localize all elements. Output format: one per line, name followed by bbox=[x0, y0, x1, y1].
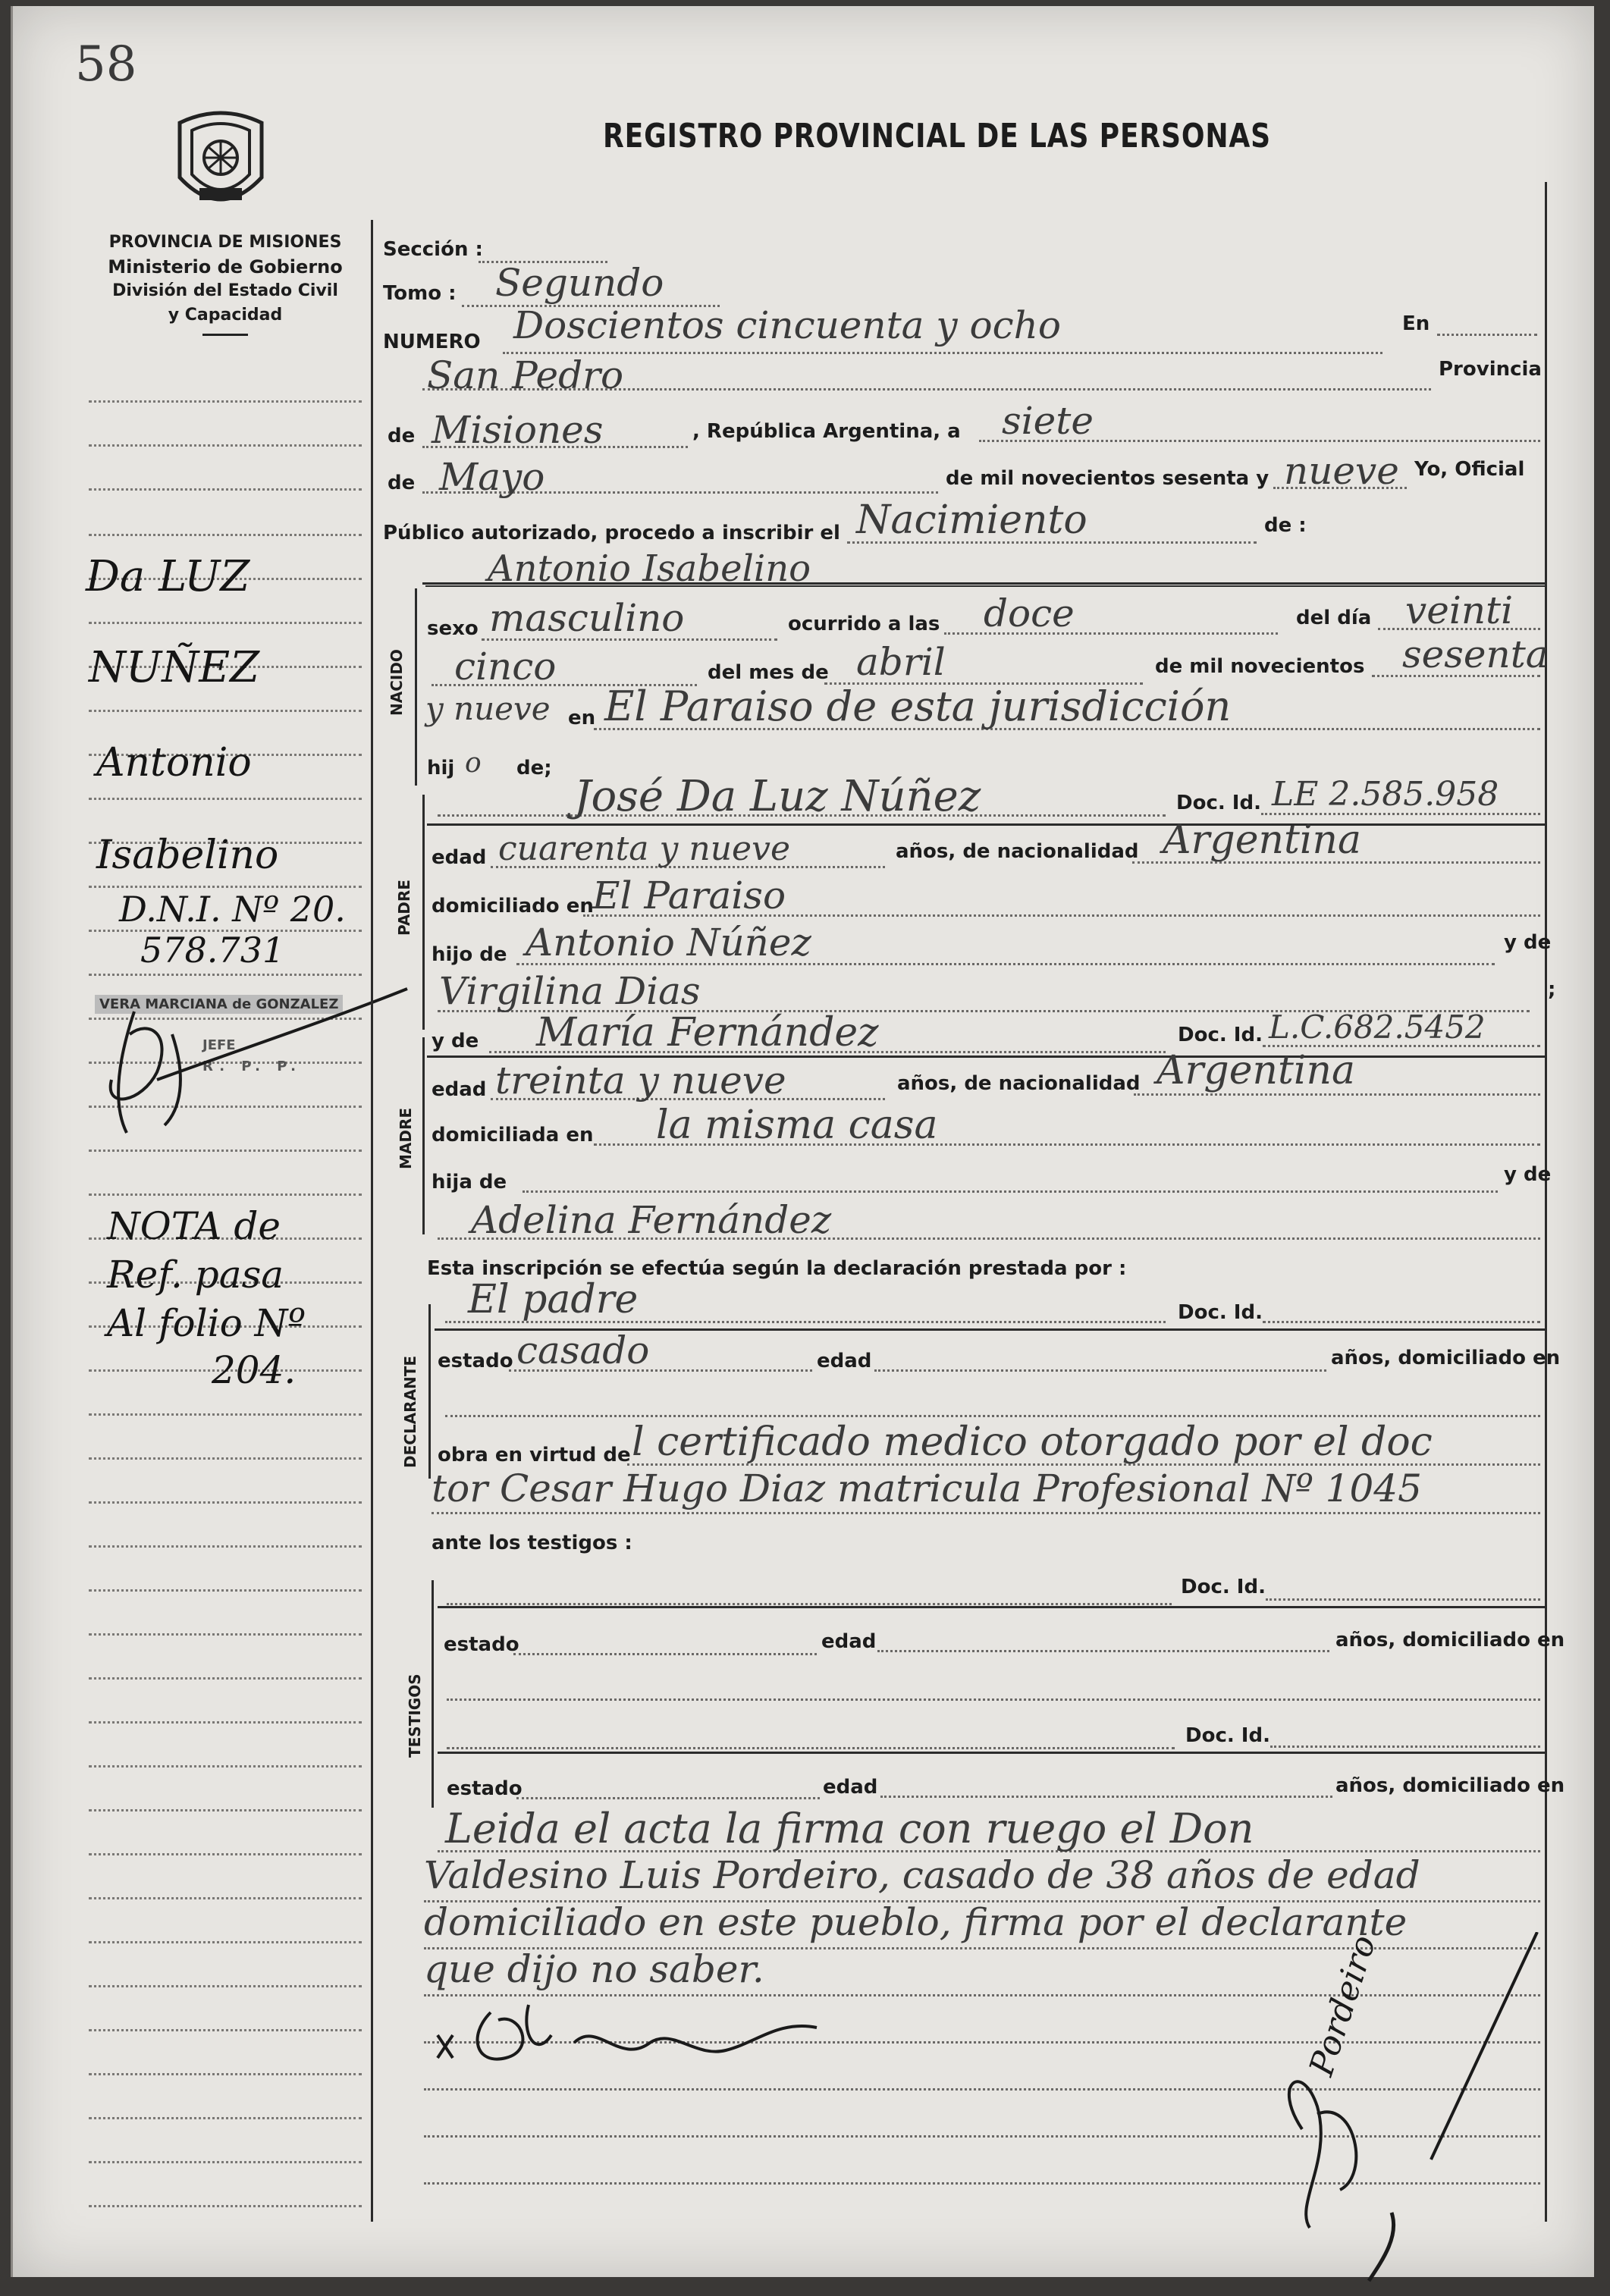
register-page bbox=[11, 6, 1594, 2277]
witness-signature bbox=[1257, 1932, 1575, 2251]
value-anio-nac-1: sesenta bbox=[1402, 632, 1549, 676]
closing-line-2: Valdesino Luis Pordeiro, casado de 38 años de edad bbox=[424, 1853, 1420, 1897]
stamp-role: JEFE bbox=[202, 1037, 236, 1053]
label-madre-edad: edad bbox=[432, 1078, 487, 1101]
value-acto: Nacimiento bbox=[856, 497, 1087, 543]
registrar-stamp bbox=[89, 989, 362, 1148]
value-hora: doce bbox=[984, 591, 1075, 635]
label-de-semi: de; bbox=[516, 757, 552, 779]
label-de-mes: de bbox=[388, 472, 416, 494]
label-ante: ante los testigos : bbox=[432, 1532, 632, 1554]
section-padre: PADRE bbox=[395, 880, 413, 936]
label-madre-hija-de: hija de bbox=[432, 1171, 507, 1193]
label-ocurrido: ocurrido a las bbox=[788, 613, 940, 635]
label-obra: obra en virtud de bbox=[438, 1444, 631, 1466]
value-dia: siete bbox=[1002, 399, 1094, 443]
issuer-block bbox=[89, 231, 362, 336]
label-semi: ; bbox=[1548, 978, 1556, 1001]
label-padre-hijo-de: hijo de bbox=[432, 943, 507, 966]
label-esta-inscripcion: Esta inscripción se efectúa según la declaración prestada por : bbox=[427, 1257, 1127, 1280]
label-madre-y-de: y de bbox=[432, 1030, 479, 1052]
label-padre-doc: Doc. Id. bbox=[1176, 792, 1261, 814]
value-en: San Pedro bbox=[427, 353, 624, 397]
page-number: 58 bbox=[75, 36, 137, 93]
issuer-province: PROVINCIA DE MISIONES bbox=[108, 233, 342, 252]
label-hij: hij bbox=[427, 757, 455, 779]
value-padre-nombre: José Da Luz Núñez bbox=[574, 772, 981, 821]
label-t2-doc: Doc. Id. bbox=[1185, 1724, 1270, 1747]
margin-surname-2: NUÑEZ bbox=[89, 643, 259, 692]
value-lugar: El Paraiso de esta jurisdicción bbox=[604, 682, 1232, 730]
label-t1-anos: años, domiciliado en bbox=[1335, 1629, 1565, 1651]
stamp-name: VERA MARCIANA de GONZALEZ bbox=[95, 995, 343, 1014]
label-madre-y-de-2: y de bbox=[1504, 1163, 1552, 1186]
section-madre: MADRE bbox=[397, 1107, 415, 1169]
margin-dni-1: D.N.I. Nº 20. bbox=[119, 889, 346, 930]
label-numero: NUMERO bbox=[383, 331, 481, 353]
label-decl-doc: Doc. Id. bbox=[1178, 1301, 1263, 1324]
label-de-colon: de : bbox=[1264, 514, 1307, 537]
closing-line-3: domiciliado en este pueblo, firma por el declarante bbox=[424, 1900, 1408, 1944]
margin-given-2: Isabelino bbox=[96, 833, 279, 878]
value-dia-nac-1: veinti bbox=[1405, 588, 1514, 632]
value-madre-nombre: María Fernández bbox=[536, 1010, 879, 1055]
margin-note-1: NOTA de bbox=[107, 1204, 281, 1248]
province-seal bbox=[169, 108, 272, 220]
margin-dni-2: 578.731 bbox=[140, 930, 285, 971]
issuer-division: División del Estado Civil bbox=[112, 281, 338, 300]
label-mil-sesenta: de mil novecientos sesenta y bbox=[946, 467, 1269, 490]
label-padre-dom: domiciliado en bbox=[432, 895, 594, 917]
value-padre-dom: El Paraiso bbox=[592, 874, 786, 917]
value-nombre: Antonio Isabelino bbox=[488, 547, 811, 590]
value-obra-2: tor Cesar Hugo Diaz matricula Profesional Nº 1045 bbox=[432, 1466, 1422, 1510]
value-anio: nueve bbox=[1284, 449, 1399, 493]
value-madre-doc: L.C.682.5452 bbox=[1269, 1008, 1486, 1046]
issuer-ministry: Ministerio de Gobierno bbox=[108, 256, 343, 278]
label-seccion: Sección : bbox=[383, 238, 483, 261]
value-dia-nac-2: cinco bbox=[454, 645, 557, 688]
value-sexo: masculino bbox=[489, 596, 685, 640]
value-madre-madre: Adelina Fernández bbox=[471, 1198, 832, 1242]
closing-line-4: que dijo no saber. bbox=[424, 1947, 764, 1991]
label-del-mes: del mes de bbox=[708, 661, 829, 684]
value-provincia: Misiones bbox=[432, 408, 604, 452]
officer-signature bbox=[422, 1990, 847, 2081]
label-t2-anos: años, domiciliado en bbox=[1335, 1774, 1565, 1797]
label-padre-y-de: y de bbox=[1504, 931, 1552, 954]
label-sexo: sexo bbox=[427, 617, 479, 640]
section-declarante: DECLARANTE bbox=[401, 1355, 419, 1468]
label-tomo: Tomo : bbox=[383, 282, 457, 305]
value-tomo: Segundo bbox=[495, 261, 664, 305]
margin-note-2: Ref. pasa bbox=[107, 1253, 284, 1297]
label-decl-edad: edad bbox=[817, 1350, 872, 1372]
label-t1-doc: Doc. Id. bbox=[1181, 1576, 1266, 1598]
label-en: En bbox=[1402, 312, 1430, 335]
label-madre-doc: Doc. Id. bbox=[1178, 1024, 1263, 1046]
value-decl-estado: casado bbox=[516, 1328, 650, 1372]
label-provincia: Provincia bbox=[1439, 358, 1542, 381]
margin-note-4: 204. bbox=[212, 1348, 297, 1392]
value-declarante: El padre bbox=[468, 1277, 639, 1322]
label-padre-nac: años, de nacionalidad bbox=[896, 840, 1139, 863]
label-padre-edad: edad bbox=[432, 846, 487, 869]
label-t1-estado: estado bbox=[444, 1633, 519, 1656]
stamp-org: R. P. P. bbox=[202, 1059, 303, 1074]
value-madre-nac: Argentina bbox=[1157, 1048, 1355, 1093]
issuer-capacity: y Capacidad bbox=[168, 306, 283, 325]
value-padre-edad: cuarenta y nueve bbox=[498, 830, 790, 868]
label-t1-edad: edad bbox=[821, 1630, 877, 1653]
value-madre-edad: treinta y nueve bbox=[495, 1059, 786, 1103]
label-de-prov: de bbox=[388, 425, 416, 447]
label-t2-edad: edad bbox=[823, 1776, 878, 1799]
closing-line-1: Leida el acta la firma con ruego el Don bbox=[445, 1805, 1254, 1852]
value-mes-nac: abril bbox=[856, 640, 946, 684]
label-mil-nov: de mil novecientos bbox=[1155, 655, 1365, 678]
value-obra-1: l certificado medico otorgado por el doc bbox=[632, 1419, 1433, 1465]
value-padre-nac: Argentina bbox=[1163, 817, 1361, 863]
label-republica: , República Argentina, a bbox=[692, 420, 961, 443]
value-padre-padre: Antonio Núñez bbox=[526, 921, 811, 965]
margin-note-3: Al folio Nº bbox=[107, 1301, 306, 1345]
witness-signature-text: Pordeiro bbox=[1302, 1931, 1384, 2081]
label-en-lugar: en bbox=[568, 707, 596, 729]
value-padre-madre: Virgilina Dias bbox=[439, 969, 701, 1013]
page-title: REGISTRO PROVINCIAL DE LAS PERSONAS bbox=[603, 117, 1271, 155]
label-yo-oficial: Yo, Oficial bbox=[1414, 458, 1525, 481]
value-padre-doc: LE 2.585.958 bbox=[1272, 775, 1499, 814]
label-madre-dom: domiciliada en bbox=[432, 1124, 594, 1146]
label-t2-estado: estado bbox=[447, 1777, 523, 1800]
section-testigos: TESTIGOS bbox=[406, 1673, 424, 1758]
label-madre-nac: años, de nacionalidad bbox=[897, 1072, 1141, 1095]
closing-mark bbox=[1354, 2205, 1414, 2296]
value-mes: Mayo bbox=[439, 455, 545, 499]
label-publico: Público autorizado, procedo a inscribir el bbox=[383, 522, 840, 544]
label-decl-anos: años, domiciliado en bbox=[1331, 1347, 1561, 1369]
value-numero: Doscientos cincuenta y ocho bbox=[513, 303, 1061, 347]
margin-given-1: Antonio bbox=[96, 740, 252, 786]
value-anio-nac-2: y nueve bbox=[425, 690, 551, 727]
value-hijo-o: o bbox=[465, 748, 482, 779]
value-madre-dom: la misma casa bbox=[656, 1103, 938, 1148]
margin-surname-1: Da LUZ bbox=[86, 552, 250, 601]
label-decl-estado: estado bbox=[438, 1350, 513, 1372]
section-nacido: NACIDO bbox=[388, 649, 406, 716]
label-del-dia: del día bbox=[1296, 607, 1372, 629]
